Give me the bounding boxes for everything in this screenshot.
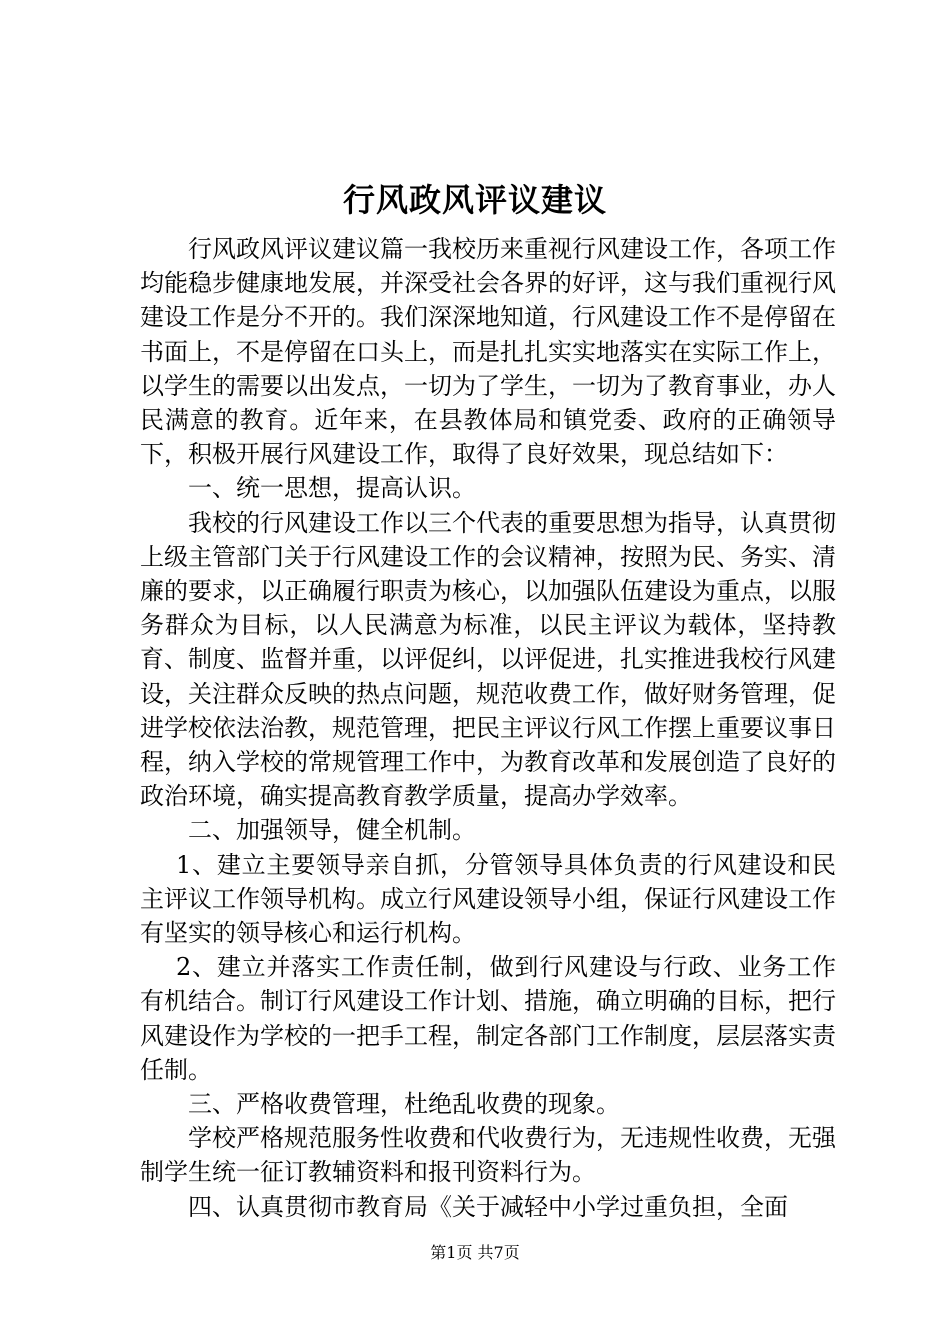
document-title: 行风政风评议建议 [342, 181, 607, 219]
paragraph-item-1: 1、建立主要领导亲自抓，分管领导具体负责的行风建设和民主评议工作领导机构。成立行风建设领导小组，保证行风建设工作有坚实的领导核心和运行机构。 [140, 850, 836, 948]
paragraph-intro: 行风政风评议建议篇一我校历来重视行风建设工作，各项工作均能稳步健康地发展，并深受社会各界的好评，这与我们重视行风建设工作是分不开的。我们深深地知道，行风建设工作不是停留在书面上，不是停留在口头上，而是扎扎实实地落实在实际工作上，以学生的需要以出发点，一切为了学生，一切为了教育事业，办人民满意的教育。近年来，在县教体局和镇党委、政府的正确领导下，积极开展行风建设工作，取得了良好效果，现总结如下： [140, 235, 836, 469]
page-footer: 第1页 共7页 [430, 1243, 520, 1262]
paragraph-section-1: 我校的行风建设工作以三个代表的重要思想为指导，认真贯彻上级主管部门关于行风建设工作的会议精神，按照为民、务实、清廉的要求，以正确履行职责为核心，以加强队伍建设为重点，以服务群众为目标，以人民满意为标准，以民主评议为载体，坚持教育、制度、监督并重，以评促纠，以评促进，扎实推进我校行风建设，关注群众反映的热点问题，规范收费工作，做好财务管理，促进学校依法治教，规范管理，把民主评议行风工作摆上重要议事日程，纳入学校的常规管理工作中，为教育改革和发展创造了良好的政治环境，确实提高教育教学质量，提高办学效率。 [140, 508, 836, 811]
paragraph-item-2: 2、建立并落实工作责任制，做到行风建设与行政、业务工作有机结合。制订行风建设工作计划、措施，确立明确的目标，把行风建设作为学校的一把手工程，制定各部门工作制度，层层落实责任制。 [140, 953, 836, 1084]
paragraph-section-3: 学校严格规范服务性收费和代收费行为，无违规性收费，无强制学生统一征订教辅资料和报刊资料行为。 [140, 1124, 836, 1187]
section-heading-2: 二、加强领导，健全机制。 [188, 816, 476, 845]
section-heading-1: 一、统一思想，提高认识。 [188, 474, 476, 503]
section-heading-4: 四、认真贯彻市教育局《关于减轻中小学过重负担，全面 [188, 1192, 788, 1221]
document-body [140, 232, 836, 1224]
section-heading-3: 三、严格收费管理，杜绝乱收费的现象。 [188, 1090, 620, 1119]
